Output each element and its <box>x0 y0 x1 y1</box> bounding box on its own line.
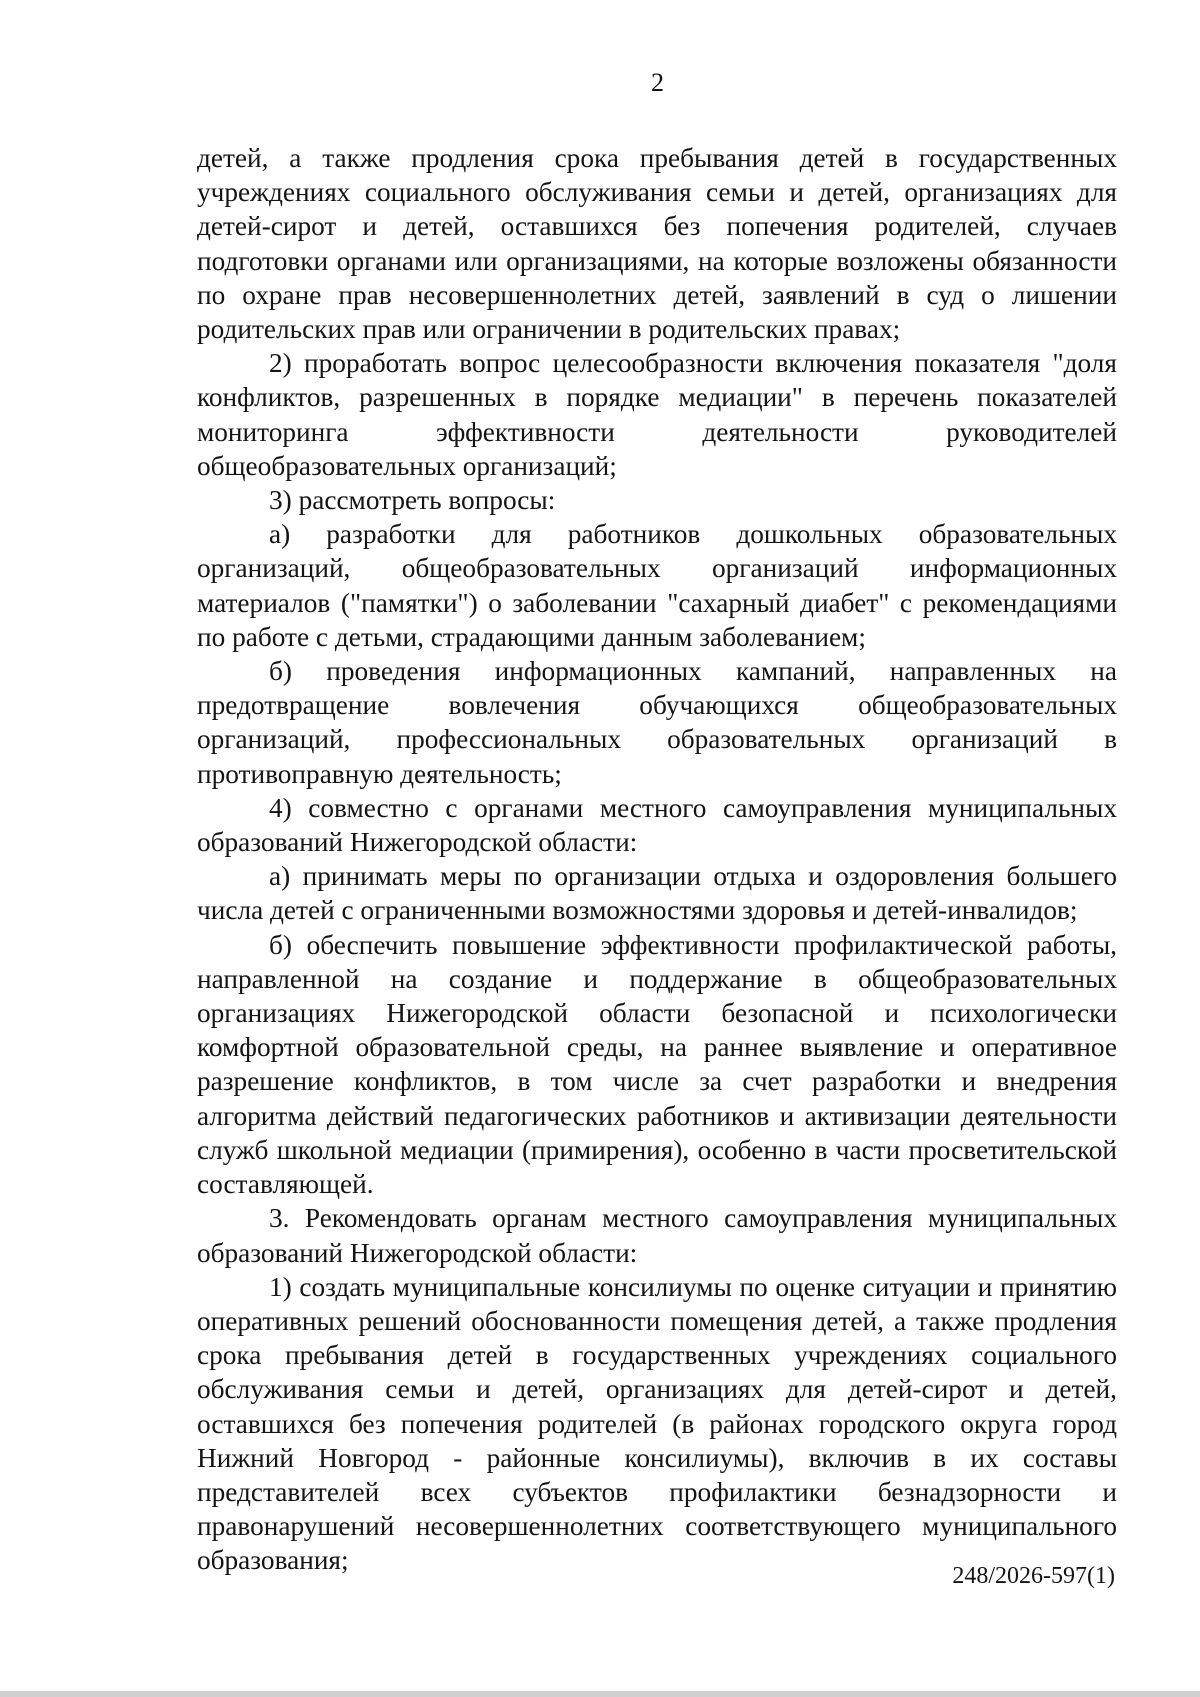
scan-bottom-edge <box>0 1691 1200 1697</box>
document-code: 248/2026-597(1) <box>952 1563 1115 1589</box>
page-number: 2 <box>651 68 664 97</box>
paragraph-section-3: 3. Рекомендовать органам местного самоуправления муниципальных образований Нижегородской области: <box>197 1203 1117 1268</box>
paragraph-item-4b: б) обеспечить повышение эффективности профилактической работы, направленной на создание и поддержание в общеобразовательных организациях Нижегородской области безопасной и психологически комфортной образовательной среды, на раннее выявление и оперативное разрешение конфликтов, в том числе за счет разработки и внедрения алгоритма действий педагогических работников и активизации деятельности служб школьной медиации (примирения), особенно в части просветительской составляющей. <box>197 929 1117 1200</box>
paragraph-item-3a: а) разработки для работников дошкольных образовательных организаций, общеобразовательных организаций информационных материалов ("памятки") о заболевании "сахарный диабет" с рекомендациями по работе с детьми, страдающими данным заболеванием; <box>197 519 1117 652</box>
paragraph-item-2: 2) проработать вопрос целесообразности включения показателя "доля конфликтов, разрешенных в порядке медиации" в перечень показателей мониторинга эффективности деятельности руководителей общеобразовательных организаций; <box>197 348 1117 481</box>
paragraph-item-3: 3) рассмотреть вопросы: <box>269 485 556 516</box>
document-body <box>197 141 1117 1578</box>
paragraph-item-4a: а) принимать меры по организации отдыха и оздоровления большего числа детей с ограниченными возможностями здоровья и детей-инвалидов; <box>197 861 1117 926</box>
paragraph-item-4: 4) совместно с органами местного самоуправления муниципальных образований Нижегородской области: <box>197 792 1117 858</box>
paragraph-continuation: детей, а также продления срока пребывания детей в государственных учреждениях социального обслуживания семьи и детей, организациях для детей-сирот и детей, оставшихся без попечения родителей, случаев подготовки органами или организациями, на которые возложены обязанности по охране прав несовершеннолетних детей, заявлений в суд о лишении родительских прав или ограничении в родительских правах; <box>197 143 1117 345</box>
paragraph-item-3b: б) проведения информационных кампаний, направленных на предотвращение вовлечения обучающихся общеобразовательных организаций, профессиональных образовательных организаций в противоправную деятельность; <box>197 656 1117 789</box>
paragraph-section-3-item-1: 1) создать муниципальные консилиумы по оценке ситуации и принятию оперативных решений обоснованности помещения детей, а также продления срока пребывания детей в государственных учреждениях социального обслуживания семьи и детей, организациях для детей-сирот и детей, оставшихся без попечения родителей (в районах городского округа город Нижний Новгород - районные консилиумы), включив в их составы представителей всех субъектов профилактики безнадзорности и правонарушений несовершеннолетних соответствующего муниципального образования; <box>197 1271 1117 1576</box>
